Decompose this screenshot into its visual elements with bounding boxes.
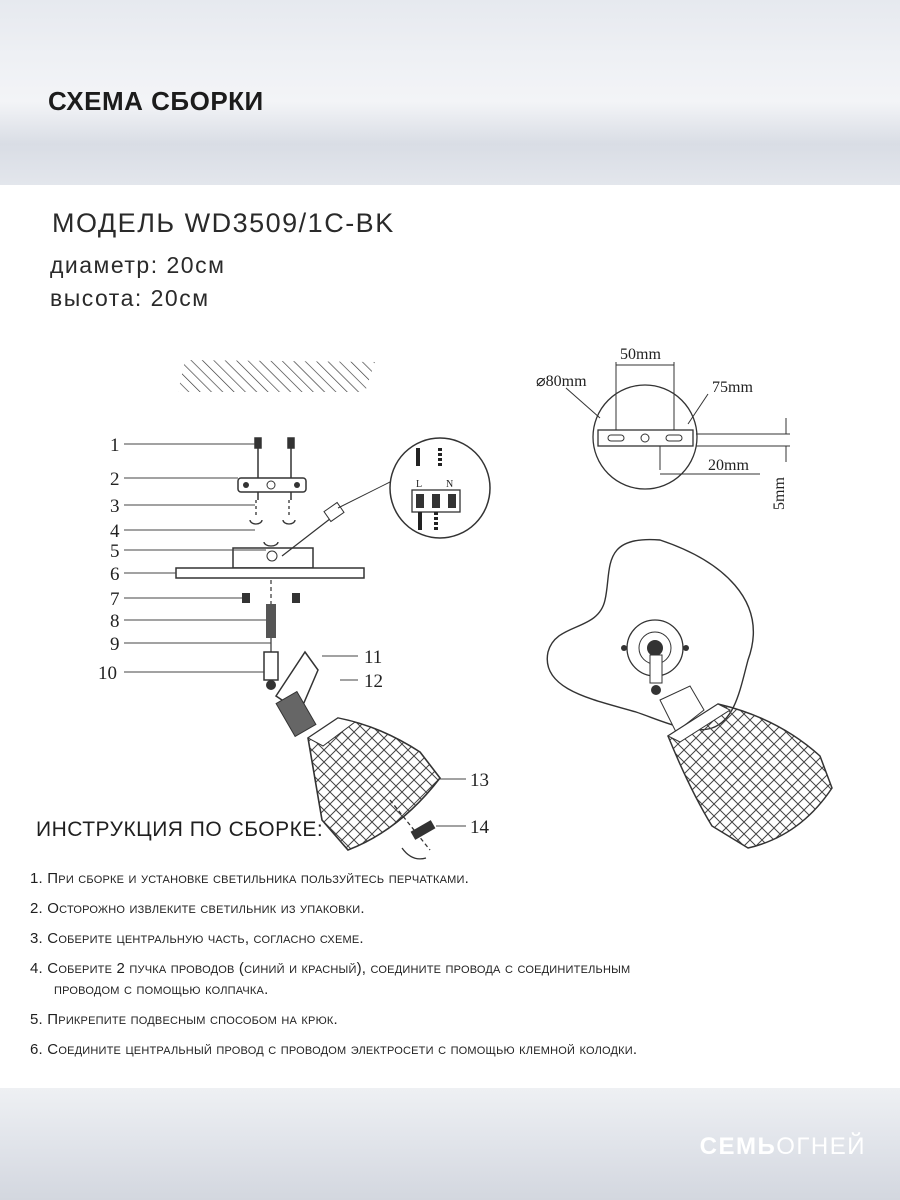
part-number: 3 <box>110 496 120 517</box>
instruction-step: 2. Осторожно извлеките светильник из упаковки. <box>30 900 365 917</box>
base-dimension-drawing <box>536 346 790 510</box>
instruction-step: 3. Соберите центральную часть, согласно схеме. <box>30 930 364 947</box>
instruction-step: 4. Соберите 2 пучка проводов (синий и красный), соедините провода с соединительным проводом с помощью колпачка. <box>30 960 631 998</box>
canopy <box>176 548 364 578</box>
brand-logo: СЕМЬОГНЕЙ <box>699 1133 866 1160</box>
instruction-step: 6. Соедините центральный провод с проводом электросети с помощью клемной колодки. <box>30 1041 638 1058</box>
dim-plate-thickness: 5mm <box>771 477 788 510</box>
part-number: 9 <box>110 634 120 655</box>
part-number: 4 <box>110 521 120 542</box>
part-number: 8 <box>110 611 120 632</box>
instruction-step: 1. При сборке и установке светильника пользуйтесь перчатками. <box>30 870 469 887</box>
terminal-block-zoom <box>282 438 490 556</box>
rotation-marks <box>250 500 295 546</box>
instructions-list <box>30 868 880 1069</box>
wire-live-label: L <box>416 479 423 490</box>
lampholder <box>276 652 318 736</box>
spec-height: высота: 20см <box>50 285 210 311</box>
instruction-step: 5. Прикрепите подвесным способом на крюк. <box>30 1011 338 1028</box>
ceiling-hatch <box>178 360 375 392</box>
part-number: 12 <box>364 671 383 692</box>
part-number: 13 <box>470 770 489 791</box>
part-number: 11 <box>364 647 383 668</box>
part-number: 6 <box>110 564 120 585</box>
dim-plate-length: 75mm <box>712 379 753 396</box>
part-number: 7 <box>110 589 120 610</box>
threaded-tube <box>264 580 278 690</box>
dim-plate-width: 20mm <box>708 457 749 474</box>
instructions-title: ИНСТРУКЦИЯ ПО СБОРКЕ: <box>36 818 324 841</box>
page-title: СХЕМА СБОРКИ <box>48 86 264 116</box>
dim-mount-spacing: 50mm <box>620 346 661 363</box>
model-name: МОДЕЛЬ WD3509/1C-BK <box>52 208 395 238</box>
part-number: 14 <box>470 817 489 838</box>
part-number: 10 <box>98 663 117 684</box>
wire-neutral-label: N <box>446 479 454 490</box>
assembled-lamp-drawing <box>547 540 832 848</box>
assembly-diagram <box>0 330 900 870</box>
part-number: 1 <box>110 435 120 456</box>
spec-diameter: диаметр: 20см <box>50 252 226 278</box>
part-number: 2 <box>110 469 120 490</box>
part-number: 5 <box>110 541 120 562</box>
dim-base-diameter: ⌀80mm <box>536 373 587 390</box>
mounting-plate <box>238 478 306 492</box>
